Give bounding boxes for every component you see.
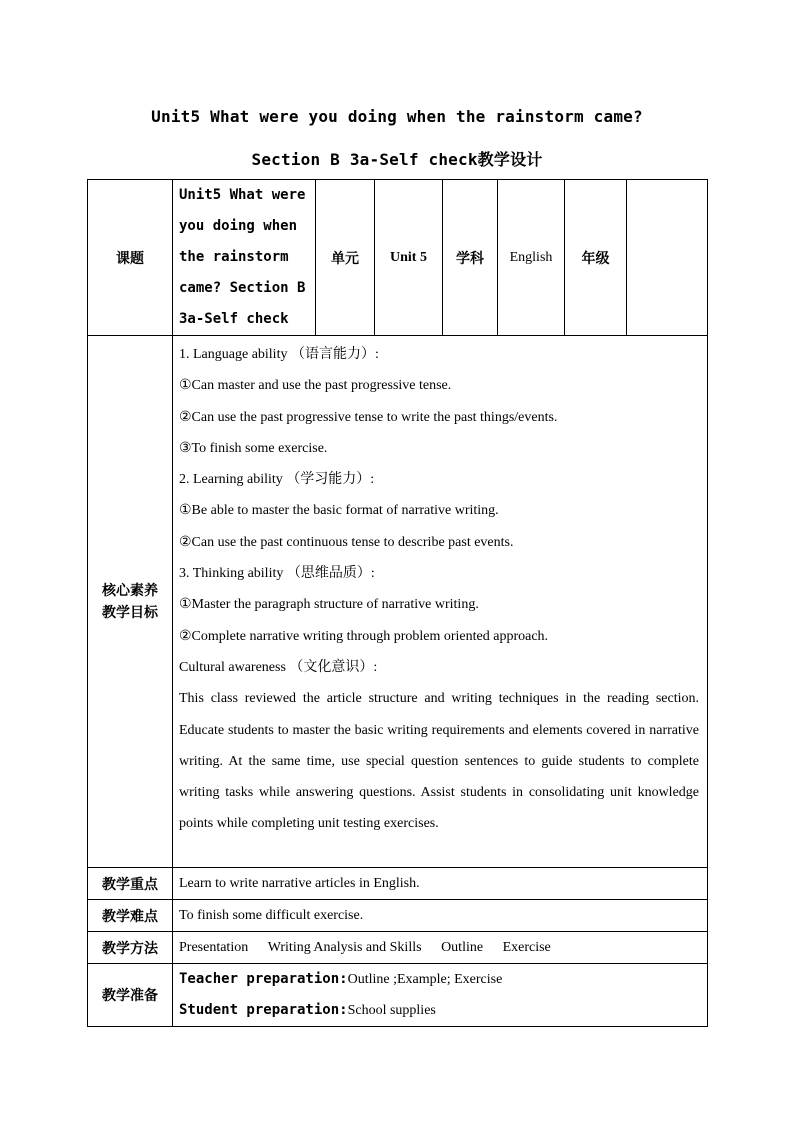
- difficulties-label: 教学难点: [102, 908, 158, 925]
- methods-value-cell: [173, 932, 708, 964]
- key-points-value-cell: [173, 868, 708, 900]
- objective-item: ②Complete narrative writing through problem oriented approach.: [179, 628, 549, 644]
- unit-label: 单元: [331, 250, 359, 267]
- key-points-label-cell: [88, 868, 173, 900]
- topic-line: the rainstorm: [179, 249, 289, 265]
- topic-label: 课题: [116, 250, 144, 267]
- key-points-value: Learn to write narrative articles in English.: [179, 875, 420, 891]
- grade-label-cell: [565, 180, 627, 336]
- objectives-content-cell: [173, 336, 708, 868]
- topic-line: 3a-Self check: [179, 311, 289, 327]
- objective-item: ①Master the paragraph structure of narrative writing.: [179, 597, 479, 613]
- topic-label-cell: [88, 180, 173, 336]
- language-ability-heading: 1. Language ability （语言能力）:: [179, 347, 379, 362]
- preparation-label-cell: [88, 964, 173, 1027]
- method-item: Presentation: [179, 939, 249, 955]
- thinking-ability-heading: 3. Thinking ability （思维品质）:: [179, 566, 375, 582]
- methods-label: 教学方法: [102, 940, 158, 957]
- difficulties-value: To finish some difficult exercise.: [179, 907, 364, 923]
- topic-line: you doing when: [179, 218, 298, 234]
- difficulties-row: [88, 900, 708, 932]
- difficulties-value-cell: [173, 900, 708, 932]
- method-item: Exercise: [502, 939, 551, 955]
- subject-label: 学科: [456, 250, 484, 267]
- preparation-row: [88, 964, 708, 1027]
- teacher-preparation-value: Outline ;Example; Exercise: [347, 972, 503, 987]
- teacher-preparation-label: Teacher preparation:: [179, 971, 348, 987]
- method-item: Outline: [441, 939, 484, 955]
- topic-line: Unit5 What were: [179, 187, 306, 203]
- topic-line: came? Section B: [179, 280, 306, 296]
- grade-label: 年级: [581, 250, 610, 267]
- subject-label-cell: [443, 180, 498, 336]
- unit-value-cell: [375, 180, 443, 336]
- lesson-plan-table: [87, 179, 708, 1027]
- cultural-awareness-text: This class reviewed the article structure and writing techniques in the reading section. Educate students to master the basic writing requirements and elements covered in narrative writing. At the same time, use special question sentences to guide students to complete writing tasks while answering questions. Assist students in consolidating unit knowledge points while completing unit testing exercises.: [179, 691, 699, 832]
- preparation-label: 教学准备: [102, 988, 158, 1004]
- methods-row: [88, 932, 708, 964]
- objectives-label-line2: 教学目标: [102, 604, 158, 621]
- topic-value-cell: [173, 180, 316, 336]
- learning-ability-heading: 2. Learning ability （学习能力）:: [179, 472, 375, 488]
- subject-value-cell: [498, 180, 565, 336]
- objective-item: ①Can master and use the past progressive tense.: [179, 378, 452, 394]
- objectives-label-line1: 核心素养: [102, 582, 158, 599]
- method-item: Writing Analysis and Skills: [267, 939, 422, 955]
- header-row: [88, 180, 708, 336]
- key-points-label: 教学重点: [102, 876, 158, 893]
- document-title: Unit5 What were you doing when the rainstorm came?: [151, 107, 643, 126]
- subject-value: English: [509, 249, 553, 265]
- key-points-row: [88, 868, 708, 900]
- teacher-preparation-line: [179, 964, 707, 995]
- objectives-row: [88, 336, 708, 868]
- preparation-value-cell: [173, 964, 708, 1027]
- student-preparation-value: School supplies: [347, 1003, 436, 1018]
- methods-label-cell: [88, 932, 173, 964]
- grade-value-cell: [627, 180, 708, 336]
- objectives-label-cell: [88, 336, 173, 868]
- student-preparation-line: [179, 995, 707, 1026]
- unit-label-cell: [316, 180, 375, 336]
- objective-item: ②Can use the past progressive tense to write the past things/events.: [179, 409, 558, 425]
- cultural-awareness-heading: Cultural awareness （文化意识）:: [179, 659, 378, 675]
- objective-item: ②Can use the past continuous tense to describe past events.: [179, 534, 514, 550]
- student-preparation-label: Student preparation:: [179, 1002, 348, 1018]
- objective-item: ③To finish some exercise.: [179, 440, 328, 456]
- document-subtitle: Section B 3a-Self check教学设计: [251, 150, 543, 169]
- unit-value: Unit 5: [390, 249, 427, 265]
- difficulties-label-cell: [88, 900, 173, 932]
- objective-item: ①Be able to master the basic format of narrative writing.: [179, 503, 499, 519]
